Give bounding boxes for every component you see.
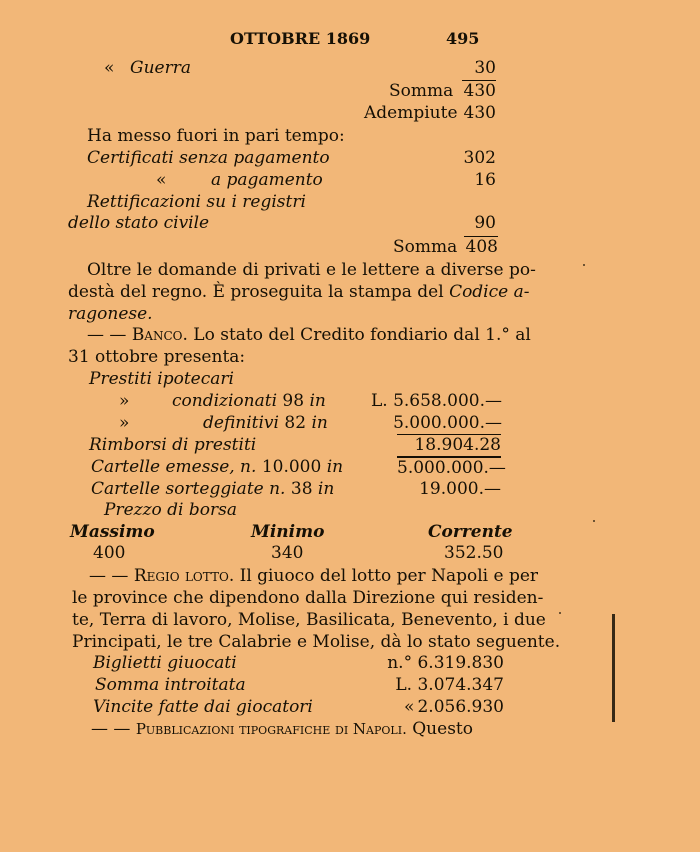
def-value: 5.000.000.— bbox=[393, 413, 502, 433]
banco-dash: — — bbox=[87, 325, 132, 345]
oltre-line2-text: destà del regno. È proseguita la stampa del bbox=[68, 282, 450, 302]
sorteggiate-value: 19.000.— bbox=[419, 479, 501, 499]
lotto-title: Regio lotto. bbox=[133, 566, 235, 586]
sorteggiate-label: Cartelle sorteggiate n. bbox=[91, 479, 286, 499]
rimborsi-value: 18.904.28 bbox=[397, 434, 501, 455]
cond-in: in bbox=[309, 391, 326, 411]
somma1-label: Somma bbox=[389, 81, 454, 101]
vincite-label: Vincite fatte dai giocatori bbox=[93, 697, 313, 717]
messo-intro: Ha messo fuori in pari tempo: bbox=[87, 126, 345, 146]
lotto-line4: Principati, le tre Calabrie e Molise, dà lo stato seguente. bbox=[72, 632, 561, 652]
pubblicazioni-dash: — — bbox=[91, 719, 136, 739]
lotto-line2: le province che dipendono dalla Direzione qui residen- bbox=[72, 588, 544, 608]
def-num: 82 bbox=[284, 413, 307, 433]
rett-line2-value: 90 bbox=[474, 213, 496, 233]
margin-speck bbox=[583, 264, 585, 266]
cert-senza-value: 302 bbox=[463, 148, 496, 168]
cond-row bbox=[172, 391, 326, 411]
prezzo-heading: Prezzo di borsa bbox=[104, 500, 238, 520]
def-in: in bbox=[311, 413, 328, 433]
lotto-line3: te, Terra di lavoro, Molise, Basilicata, Benevento, i due bbox=[72, 610, 546, 630]
val-minimo: 340 bbox=[271, 543, 304, 563]
cert-senza-label: Certificati senza pagamento bbox=[87, 148, 330, 168]
cert-a-label: a pagamento bbox=[211, 170, 323, 190]
def-label: definitivi bbox=[203, 413, 279, 433]
banco-title: Banco. bbox=[131, 325, 188, 345]
guerra-value: 30 bbox=[474, 58, 496, 78]
col-minimo: Minimo bbox=[251, 522, 325, 542]
header-month-year: OTTOBRE 1869 bbox=[230, 29, 371, 48]
somma2-value: 408 bbox=[465, 237, 498, 257]
margin-speck bbox=[559, 612, 561, 614]
banco-line2: 31 ottobre presenta: bbox=[68, 347, 246, 367]
oltre-line2 bbox=[68, 282, 530, 302]
somma-introitata-label: Somma introitata bbox=[95, 675, 246, 695]
sorteggiate-row bbox=[91, 479, 334, 499]
vincite-quote: « bbox=[404, 697, 415, 717]
somma1-value: 430 bbox=[463, 81, 496, 101]
page-number: 495 bbox=[446, 29, 480, 48]
cond-value: L. 5.658.000.— bbox=[370, 391, 502, 411]
def-row bbox=[203, 413, 328, 433]
cond-mark: » bbox=[119, 391, 130, 411]
def-mark: » bbox=[119, 413, 130, 433]
emesse-in: in bbox=[326, 457, 344, 477]
emesse-num: 10.000 bbox=[261, 457, 322, 477]
val-corrente: 352.50 bbox=[444, 543, 504, 563]
biglietti-label: Biglietti giuocati bbox=[93, 653, 237, 673]
guerra-quote: « bbox=[104, 58, 115, 78]
running-header bbox=[230, 29, 370, 49]
oltre-line1: Oltre le domande di privati e le lettere a diverse po- bbox=[87, 260, 536, 280]
emesse-label: Cartelle emesse, n. bbox=[91, 457, 257, 477]
val-massimo: 400 bbox=[93, 543, 126, 563]
banco-line1 bbox=[87, 325, 531, 345]
lotto-line1 bbox=[89, 566, 538, 586]
cond-num: 98 bbox=[282, 391, 305, 411]
cond-label: condizionati bbox=[172, 391, 278, 411]
rett-line2-label: dello stato civile bbox=[68, 213, 210, 233]
pubblicazioni-title: Pubblicazioni tipografiche di Napoli. bbox=[135, 720, 407, 738]
guerra-label: Guerra bbox=[130, 58, 191, 78]
cert-a-quote: « bbox=[156, 170, 167, 190]
col-corrente: Corrente bbox=[428, 522, 513, 542]
sorteggiate-num: 38 bbox=[290, 479, 313, 499]
adempiute-value: 430 bbox=[463, 103, 496, 123]
codice-aragonese: Codice a- bbox=[449, 282, 530, 302]
vincite-value: 2.056.930 bbox=[417, 697, 504, 717]
pubblicazioni-rest: Questo bbox=[406, 719, 473, 739]
oltre-line3: ragonese. bbox=[68, 304, 153, 324]
adempiute-label: Adempiute bbox=[364, 103, 458, 123]
prestiti-heading: Prestiti ipotecari bbox=[89, 369, 234, 389]
margin-scan-line bbox=[612, 614, 615, 722]
rett-line1: Rettificazioni su i registri bbox=[87, 192, 306, 212]
cert-a-value: 16 bbox=[474, 170, 496, 190]
biglietti-value: n.° 6.319.830 bbox=[387, 653, 504, 673]
somma2-label: Somma bbox=[393, 237, 458, 257]
pubblicazioni-line bbox=[91, 719, 473, 739]
banco-line1-rest: Lo stato del Credito fondiario dal 1.° al bbox=[187, 325, 531, 345]
rimborsi-label: Rimborsi di prestiti bbox=[89, 435, 257, 455]
col-massimo: Massimo bbox=[70, 522, 155, 542]
emesse-row bbox=[91, 457, 343, 477]
lotto-dash: — — bbox=[89, 566, 134, 586]
emesse-value: 5.000.000.— bbox=[397, 458, 506, 478]
margin-speck bbox=[593, 520, 595, 522]
somma-introitata-value: L. 3.074.347 bbox=[395, 675, 504, 695]
sorteggiate-in: in bbox=[317, 479, 335, 499]
lotto-line1-rest: Il giuoco del lotto per Napoli e per bbox=[234, 566, 539, 586]
